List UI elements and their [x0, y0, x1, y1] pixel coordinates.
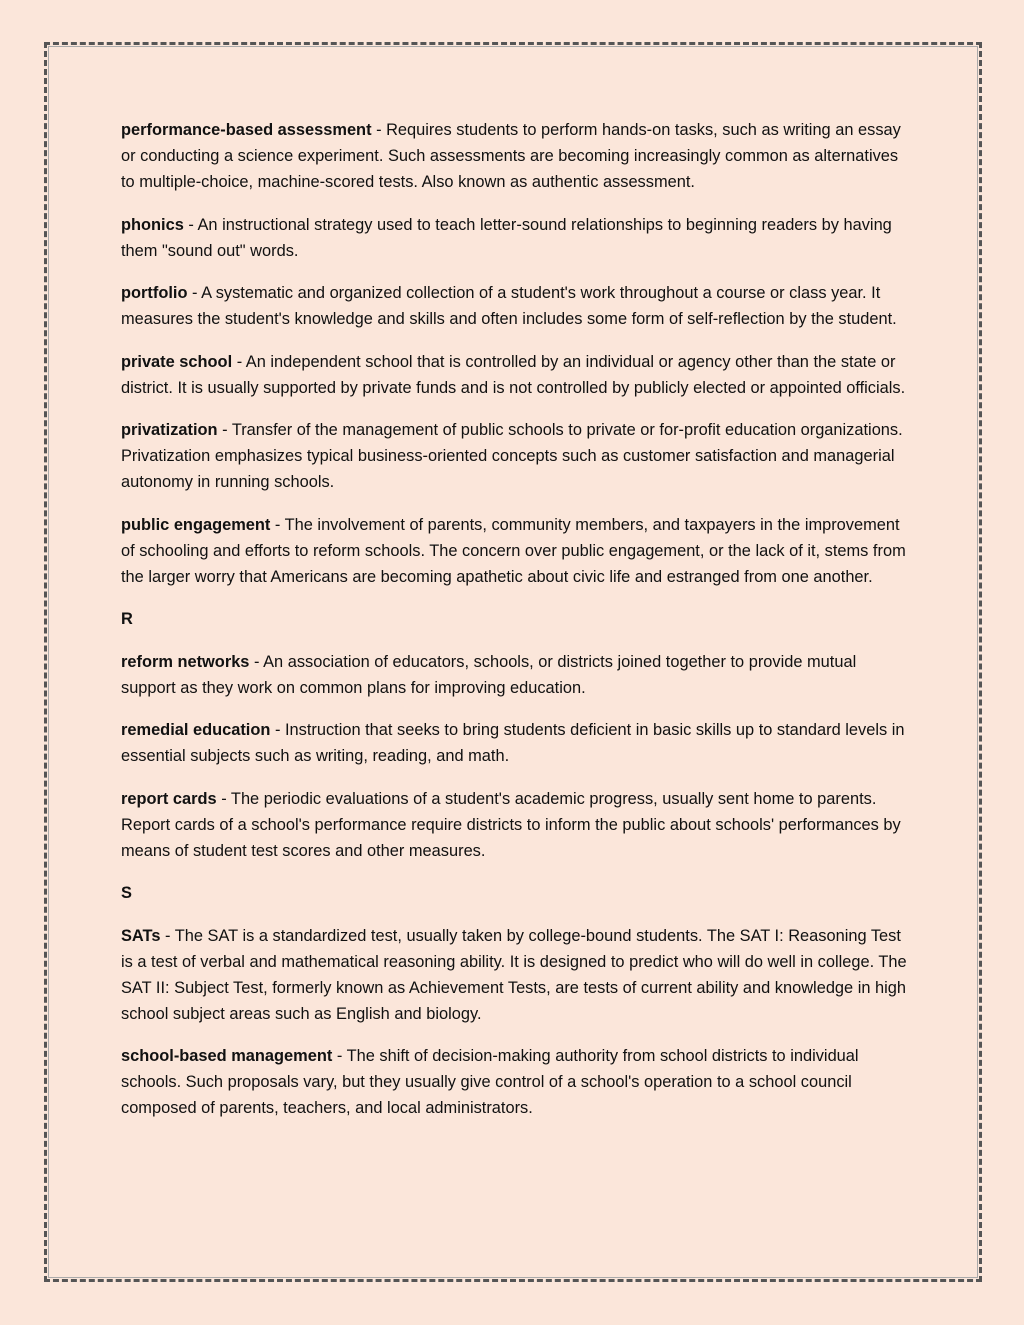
glossary-entry — [121, 280, 911, 332]
glossary-entry — [121, 117, 911, 195]
glossary-entry — [121, 649, 911, 701]
section-letter-r: R — [121, 610, 133, 628]
glossary-content — [121, 117, 911, 1138]
glossary-term: phonics — [121, 215, 184, 234]
glossary-definition: - The periodic evaluations of a student's academic progress, usually sent home to parents. Report cards of a school's performance require districts to inform the public about schools' performances by means of student test scores and other measures. — [121, 789, 901, 860]
glossary-definition: - An association of educators, schools, or districts joined together to provide mutual support as they work on common plans for improving education. — [121, 652, 857, 697]
glossary-term: public engagement — [121, 515, 271, 534]
glossary-definition: - The shift of decision-making authority from school districts to individual schools. Such proposals vary, but they usually give control of a school's operation to a school council composed of parents, teachers, and local administrators. — [121, 1047, 859, 1117]
glossary-definition: - Requires students to perform hands-on tasks, such as writing an essay or conducting a science experiment. Such assessments are becoming increasingly common as alternatives to multiple-choice, machine-scored tests. Also known as authentic assessment. — [121, 121, 901, 191]
glossary-term: privatization — [121, 421, 218, 439]
glossary-definition: - An independent school that is controlled by an individual or agency other than the state or district. It is usually supported by private funds and is not controlled by publicly elected or appointed officials. — [121, 352, 906, 397]
section-letter-s: S — [121, 884, 132, 902]
glossary-entry — [121, 212, 911, 264]
glossary-entry — [121, 349, 911, 401]
glossary-term: SATs — [121, 926, 161, 945]
glossary-entry — [121, 717, 911, 769]
glossary-term: performance-based assessment — [121, 121, 372, 139]
glossary-definition: - The SAT is a standardized test, usually taken by college-bound students. The SAT I: Reasoning Test is a test of verbal and mathematical reasoning ability. It is designed to predict who will do well in college. The SAT II: Subject Test, formerly known as Achievement Tests, are tests of current ability and knowledge in high school subject areas such as English and biology. — [121, 926, 907, 1023]
glossary-entry — [121, 417, 911, 495]
glossary-term: private school — [121, 352, 233, 371]
glossary-term: reform networks — [121, 652, 250, 671]
glossary-entry — [121, 786, 911, 864]
glossary-term: remedial education — [121, 721, 271, 739]
glossary-definition: - A systematic and organized collection of a student's work throughout a course or class year. It measures the student's knowledge and skills and often includes some form of self-reflection by the student. — [121, 284, 897, 328]
glossary-definition: - Instruction that seeks to bring students deficient in basic skills up to standard levels in essential subjects such as writing, reading, and math. — [121, 721, 905, 765]
glossary-definition: - Transfer of the management of public schools to private or for-profit education organizations. Privatization emphasizes typical business-oriented concepts such as customer satisfaction and managerial autonomy in running schools. — [121, 421, 903, 491]
glossary-term: school-based management — [121, 1047, 333, 1065]
glossary-definition: - An instructional strategy used to teach letter-sound relationships to beginning readers by having them "sound out" words. — [121, 215, 892, 260]
glossary-definition: - The involvement of parents, community members, and taxpayers in the improvement of schooling and efforts to reform schools. The concern over public engagement, or the lack of it, stems from the larger worry that Americans are becoming apathetic about civic life and estranged from one another. — [121, 515, 906, 586]
glossary-entry — [121, 1043, 911, 1121]
glossary-term: portfolio — [121, 284, 188, 302]
glossary-entry — [121, 512, 911, 590]
glossary-entry — [121, 923, 911, 1027]
glossary-term: report cards — [121, 789, 217, 808]
